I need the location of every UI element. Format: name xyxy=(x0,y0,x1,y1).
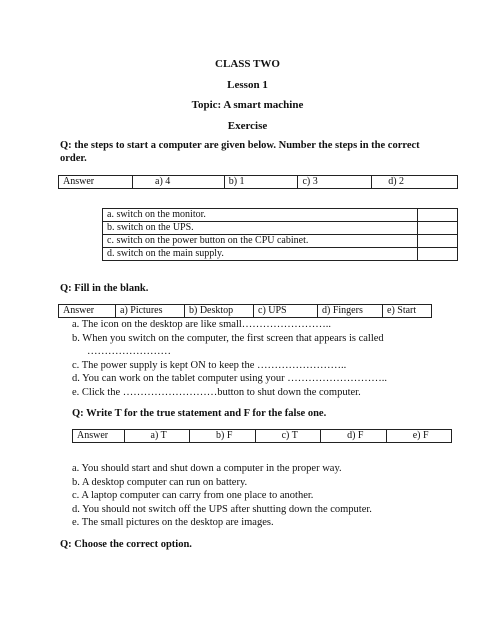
list-item: …………………… xyxy=(87,346,171,357)
q1-question-line2: order. xyxy=(60,153,87,164)
q1-step-c-box[interactable] xyxy=(418,235,458,248)
q3-question: Q: Write T for the true statement and F for the false one. xyxy=(72,408,327,419)
q2-answer-a: a) Pictures xyxy=(116,305,185,318)
q1-question-line1: Q: the steps to start a computer are given below. Number the steps in the correct xyxy=(60,140,420,151)
q1-answer-a: a) 4 xyxy=(133,176,225,189)
q2-answer-label: Answer xyxy=(59,305,116,318)
q1-answer-b: b) 1 xyxy=(224,176,298,189)
q4-question: Q: Choose the correct option. xyxy=(60,539,192,550)
list-item: a. You should start and shut down a computer in the proper way. xyxy=(72,463,342,474)
table-row xyxy=(59,176,458,189)
q3-answer-d: d) F xyxy=(321,430,387,443)
q3-answer-label: Answer xyxy=(73,430,125,443)
q3-answer-a: a) T xyxy=(124,430,189,443)
q1-step-a-box[interactable] xyxy=(418,209,458,222)
q3-items xyxy=(72,462,372,530)
q1-steps-table xyxy=(102,208,458,261)
table-row xyxy=(73,430,452,443)
table-row xyxy=(103,235,458,248)
q2-question: Q: Fill in the blank. xyxy=(60,283,149,294)
q3-answer-table xyxy=(72,429,452,443)
q1-step-c: c. switch on the power button on the CPU cabinet. xyxy=(103,235,418,248)
list-item: c. A laptop computer can carry from one place to another. xyxy=(72,490,314,501)
q3-answer-c: c) T xyxy=(255,430,320,443)
q3-answer-e: e) F xyxy=(386,430,451,443)
list-item: b. When you switch on the computer, the first screen that appears is called xyxy=(72,332,384,344)
q2-answer-c: c) UPS xyxy=(254,305,318,318)
q1-step-b: b. switch on the UPS. xyxy=(103,222,418,235)
q1-answer-table xyxy=(58,175,458,189)
q1-step-d: d. switch on the main supply. xyxy=(103,248,418,261)
q2-answer-e: e) Start xyxy=(383,305,432,318)
q3-answer-b: b) F xyxy=(190,430,256,443)
table-row xyxy=(103,248,458,261)
q1-answer-c: c) 3 xyxy=(298,176,372,189)
q2-answer-d: d) Fingers xyxy=(318,305,383,318)
table-row xyxy=(103,209,458,222)
list-item: b. A desktop computer can run on battery. xyxy=(72,476,248,488)
class-title: CLASS TWO xyxy=(215,58,280,70)
q1-step-a: a. switch on the monitor. xyxy=(103,209,418,222)
lesson-title: Lesson 1 xyxy=(227,79,268,91)
topic-title: Topic: A smart machine xyxy=(191,99,304,111)
table-row xyxy=(103,222,458,235)
q1-step-d-box[interactable] xyxy=(418,248,458,261)
list-item: c. The power supply is kept ON to keep the …………………….. xyxy=(72,359,347,371)
list-item: d. You should not switch off the UPS after shutting down the computer. xyxy=(72,503,372,515)
q2-items xyxy=(72,318,387,399)
q1-answer-label: Answer xyxy=(59,176,133,189)
q2-answer-table xyxy=(58,304,432,318)
table-row xyxy=(59,305,432,318)
list-item: e. Click the ………………………button to shut down the computer. xyxy=(72,386,361,398)
list-item: a. The icon on the desktop are like small…………………….. xyxy=(72,319,332,330)
list-item: d. You can work on the tablet computer using your ……………………….. xyxy=(72,373,387,384)
q2-answer-b: b) Desktop xyxy=(185,305,254,318)
q1-answer-d: d) 2 xyxy=(372,176,458,189)
q1-step-b-box[interactable] xyxy=(418,222,458,235)
exercise-title: Exercise xyxy=(227,120,268,132)
list-item: e. The small pictures on the desktop are images. xyxy=(72,517,274,528)
